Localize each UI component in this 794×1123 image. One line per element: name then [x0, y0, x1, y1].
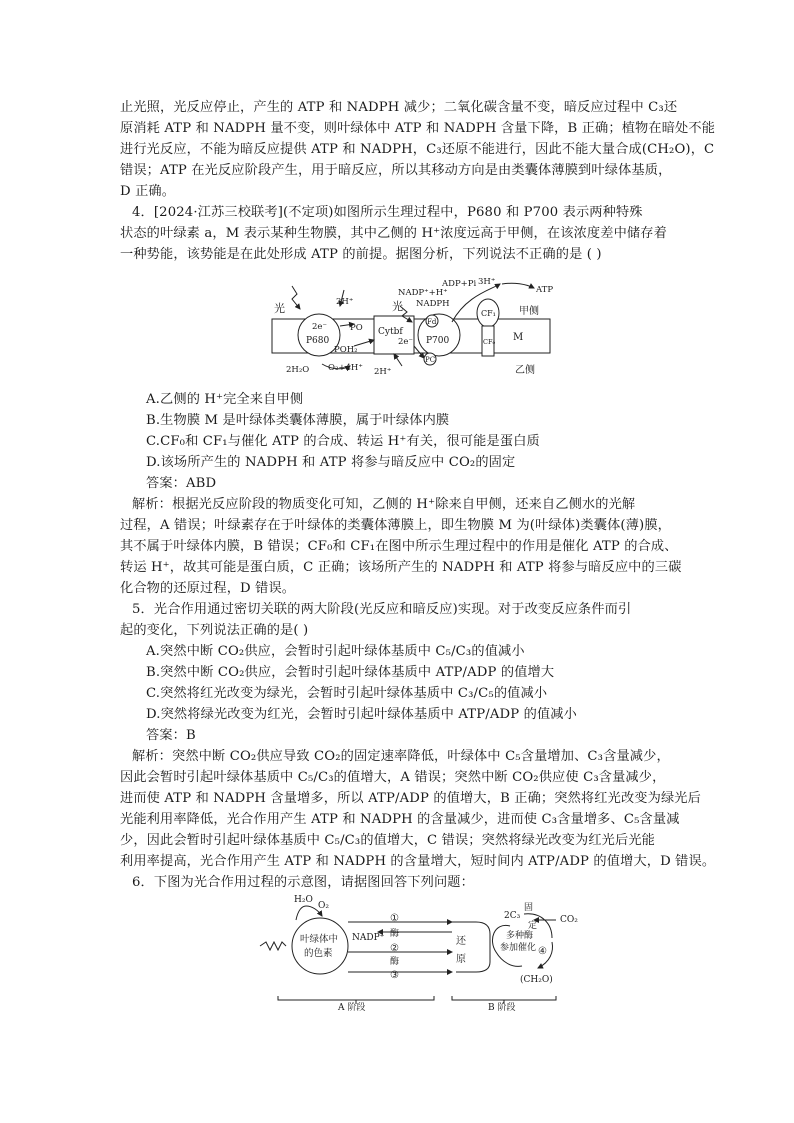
nadph-label: NADPH: [416, 299, 450, 309]
water-curve: [296, 906, 306, 920]
nadp-label: NADP⁺: [352, 933, 385, 943]
membrane-m-label: M: [513, 332, 524, 343]
q5-option-c: C.突然将红光改变为绿光，会暂时引起叶绿体基质中 C₃/C₅的值减小: [146, 686, 548, 701]
text-line: 原消耗 ATP 和 NADPH 量不变，则叶绿体中 ATP 和 NADPH 含量下降，B 正确；植物在暗处不能: [120, 121, 716, 136]
enzyme-label-2: 酶: [390, 957, 400, 967]
text-line: 化合物的还原过程，D 错误。: [120, 581, 296, 596]
loop-outline: [348, 922, 490, 972]
q4-option-c: C.CF₀和 CF₁与催化 ATP 的合成、转运 H⁺有关，很可能是蛋白质: [146, 434, 540, 449]
reduce-label-1: 还: [456, 936, 466, 947]
p700-circle: [418, 314, 460, 356]
text-line: 因此会暂时引起叶绿体基质中 C₅/C₃的值增大，A 错误；突然中断 CO₂供应使 C₃含量减少，: [120, 770, 666, 785]
cf1-label: CF₁: [481, 309, 496, 318]
two-h-bottom-label: 2H⁺: [374, 367, 392, 377]
light-arrow-1: [292, 286, 300, 309]
poh2-label: POH₂: [334, 345, 358, 355]
p680-label: P680: [306, 336, 330, 346]
enzyme-label-1: 酶: [390, 929, 400, 939]
text-line: 进而使 ATP 和 NADPH 含量增多，所以 ATP/ADP 的值增大，B 正确；突然将红光改变为绿光后: [120, 791, 701, 806]
ch2o-label: (CH₂O): [520, 975, 553, 985]
fix-label-1: 固: [524, 903, 534, 913]
multi-enzyme-label-1: 多种酶: [506, 931, 534, 941]
o2-h-label: O₂+4H⁺: [328, 363, 363, 373]
po-label: PO: [350, 323, 363, 333]
reduce-label-2: 原: [456, 954, 466, 965]
q4-analysis: 解析：根据光反应阶段的物质变化可知，乙侧的 H⁺除来自甲侧，还来自乙侧水的光解: [132, 497, 636, 512]
q4-option-a: A.乙侧的 H⁺完全来自甲侧: [146, 392, 304, 407]
marker-1: ①: [390, 913, 399, 924]
three-h-label: 3H⁺: [478, 277, 496, 287]
side-jia-label: 甲侧: [519, 306, 539, 317]
co2-label: CO₂: [560, 915, 578, 925]
arrow-2h-bottom: [394, 354, 402, 366]
pigment-label-2: 的色素: [304, 948, 333, 959]
text-line: 错误；ATP 在光反应阶段产生，用于暗反应，所以其移动方向是由类囊体薄膜到叶绿体基质，: [120, 163, 672, 178]
q5-option-a: A.突然中断 CO₂供应，会暂时引起叶绿体基质中 C₅/C₃的值减小: [146, 644, 525, 659]
h2o-label: H₂O: [294, 895, 313, 905]
q5-answer: 答案：B: [146, 728, 196, 743]
cf0-label: CF₀: [483, 338, 496, 346]
light-label-1: 光: [274, 302, 285, 315]
marker-4: ④: [538, 946, 547, 957]
cytbf-label: Cytbf: [378, 327, 403, 337]
question-6-stem: 6．下图为光合作用过程的示意图，请据图回答下列问题：: [132, 875, 474, 890]
side-yi-label: 乙侧: [515, 365, 535, 376]
o2-label: O₂: [318, 901, 329, 911]
text-line: 转运 H⁺，故其可能是蛋白质，C 正确；该场所产生的 NADPH 和 ATP 将参与暗反应中的三碳: [120, 560, 682, 575]
question-5-stem: 5．光合作用通过密切关联的两大阶段(光反应和暗反应)实现。对于改变反应条件而引: [132, 602, 632, 617]
two-e-label-1: 2e⁻: [312, 322, 327, 332]
fix-label-2: 定: [528, 921, 538, 931]
p700-label: P700: [426, 336, 450, 346]
multi-enzyme-label-2: 参加催化: [500, 943, 537, 953]
atp-label: ATP: [536, 285, 554, 295]
q5-option-d: D.突然将绿光改变为红光，会暂时引起叶绿体基质中 ATP/ADP 的值减小: [146, 707, 577, 722]
text-line: 起的变化，下列说法正确的是( ): [120, 623, 309, 638]
text-line: 其不属于叶绿体内膜，B 错误；CF₀和 CF₁在图中所示生理过程中的作用是催化 ATP 的合成、: [120, 539, 678, 554]
marker-2: ②: [390, 943, 399, 954]
text-line: 一种势能，该势能是在此处形成 ATP 的前提。据图分析，下列说法不正确的是 ( ): [120, 247, 602, 262]
question-4-stem: 4．[2024·江苏三校联考](不定项)如图所示生理过程中，P680 和 P700 表示两种特殊: [132, 205, 643, 220]
pc-label: PC: [425, 356, 436, 364]
nadp-label: NADP⁺+H⁺: [398, 288, 448, 298]
text-line: 止光照，光反应停止，产生的 ATP 和 NADPH 减少；二氧化碳含量不变，暗反应过程中 C₃还: [120, 100, 678, 115]
text-line: 状态的叶绿素 a，M 表示某种生物膜，其中乙侧的 H⁺浓度远高于甲侧，在该浓度差中储存着: [120, 226, 667, 241]
stage-b-label: B 阶段: [488, 1003, 516, 1013]
light-label-2: 光: [392, 300, 403, 313]
text-line: 光能利用率降低，光合作用产生 ATP 和 NADPH 的含量减少，进而使 C₃含量增多、C₅含量减: [120, 812, 680, 827]
text-line: 进行光反应，不能为暗反应提供 ATP 和 NADPH，C₃还原不能进行，因此不能大量合成(CH₂O)，C: [120, 142, 715, 157]
photosynthesis-process-diagram: [256, 892, 578, 1013]
q4-answer: 答案：ABD: [146, 476, 217, 491]
q5-analysis: 解析：突然中断 CO₂供应导致 CO₂的固定速率降低，叶绿体中 C₅含量增加、C₃含量减少，: [132, 749, 670, 764]
water-label: 2H₂O: [286, 365, 310, 375]
arrow-atp: [502, 283, 534, 288]
two-h-top-label: 2H⁺: [336, 297, 354, 307]
thylakoid-membrane-diagram: [262, 266, 562, 380]
text-line: D 正确。: [120, 184, 176, 199]
q5-option-b: B.突然中断 CO₂供应，会暂时引起叶绿体基质中 ATP/ADP 的值增大: [146, 665, 555, 680]
stage-a-label: A 阶段: [338, 1003, 366, 1013]
q4-option-d: D.该场所产生的 NADPH 和 ATP 将参与暗反应中 CO₂的固定: [146, 455, 516, 470]
fd-label: Fd: [427, 318, 437, 326]
q4-option-b: B.生物膜 M 是叶绿体类囊体薄膜，属于叶绿体内膜: [146, 413, 450, 428]
adp-pi-label: ADP+Pi: [442, 279, 477, 289]
two-e-label-2: 2e⁻: [398, 337, 413, 347]
text-line: 利用率提高，光合作用产生 ATP 和 NADPH 的含量增大，短时间内 ATP/ADP 的值增大，D 错误。: [120, 854, 716, 869]
light-wave-icon: [260, 942, 286, 950]
pigment-circle: [292, 918, 348, 974]
text-line: 过程，A 错误；叶绿素存在于叶绿体的类囊体薄膜上，即生物膜 M 为(叶绿体)类囊体(薄)膜，: [120, 518, 672, 533]
text-line: 少，因此会暂时引起叶绿体基质中 C₅/C₃的值增大，C 错误；突然将绿光改变为红光后光能: [120, 833, 656, 848]
two-c3-label: 2C₃: [504, 911, 521, 921]
pigment-label-1: 叶绿体中: [300, 934, 339, 945]
marker-3: ③: [390, 970, 399, 981]
